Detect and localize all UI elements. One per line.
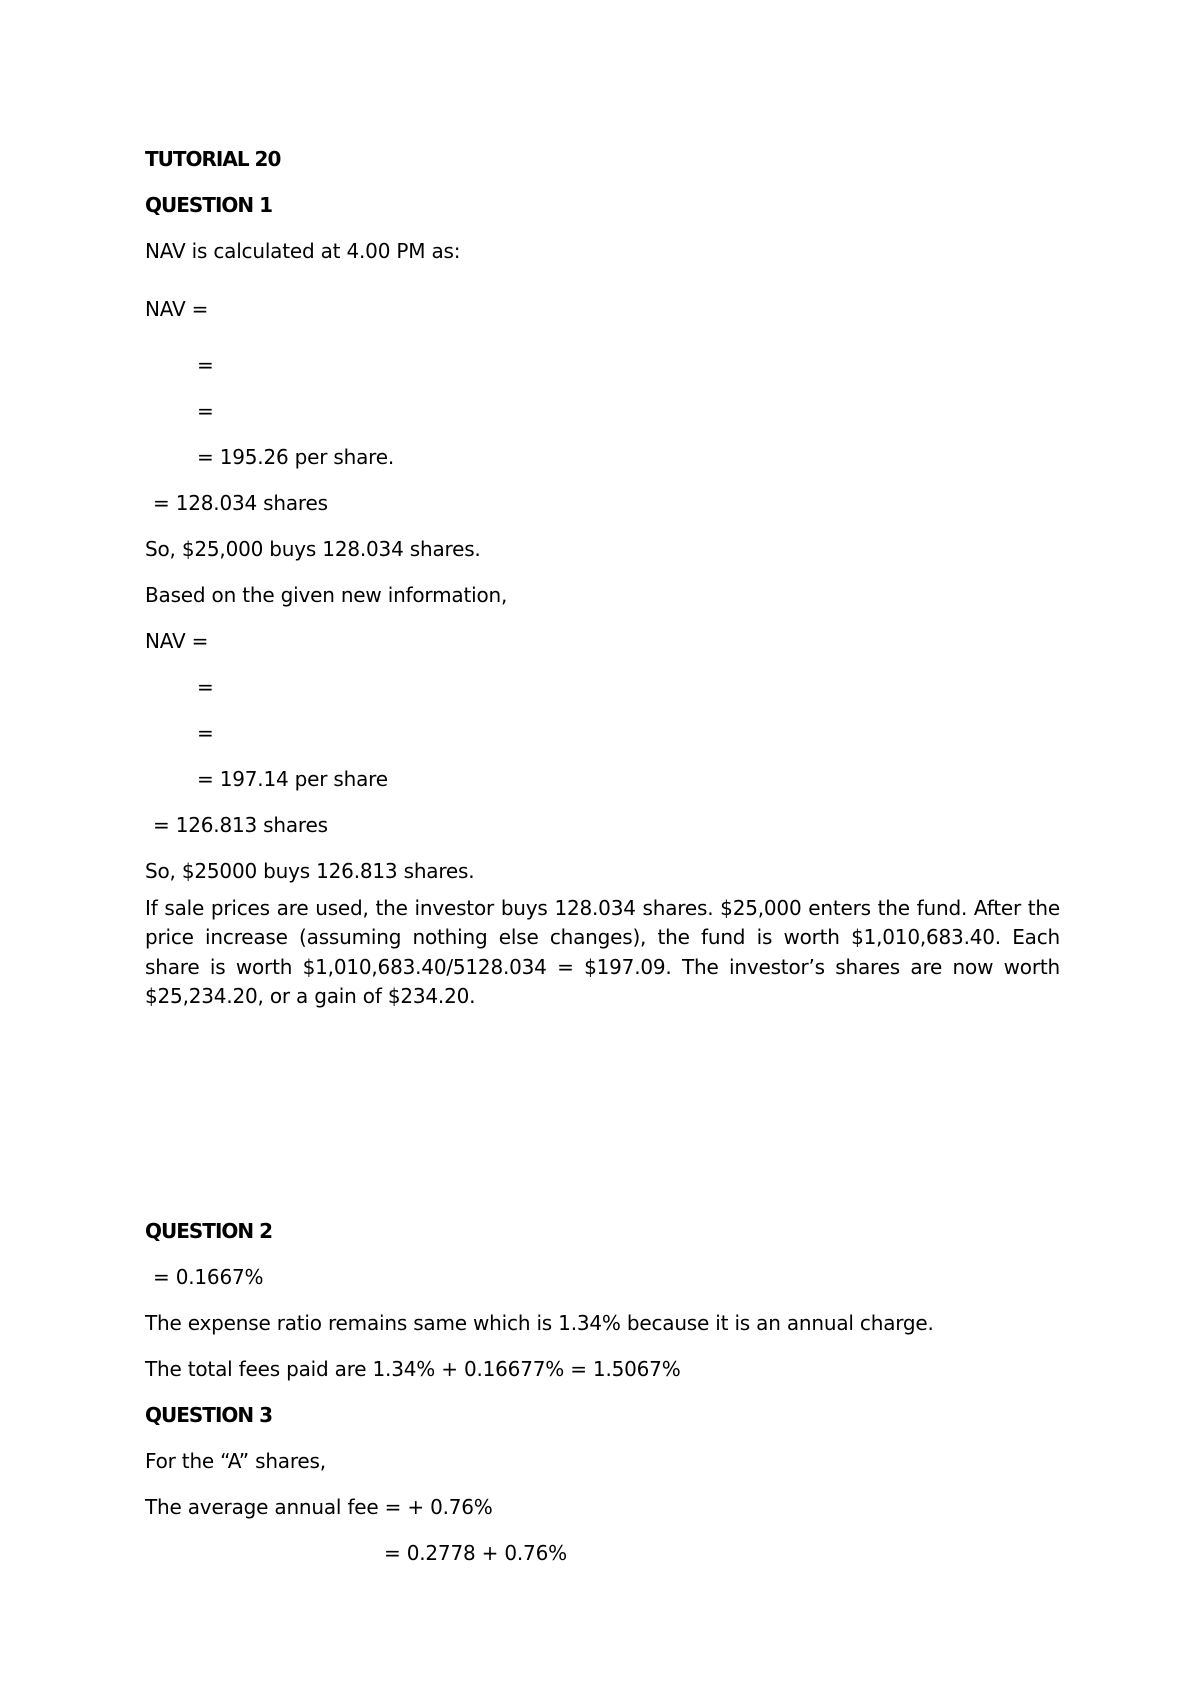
- buys-statement: So, $25000 buys 126.813 shares.: [145, 859, 475, 883]
- equation-result: = 195.26 per share.: [197, 445, 395, 469]
- nav-label: NAV =: [145, 629, 209, 653]
- buys-statement: So, $25,000 buys 128.034 shares.: [145, 537, 481, 561]
- shares-result: = 128.034 shares: [153, 491, 328, 515]
- equation-result: = 197.14 per share: [197, 767, 388, 791]
- nav-label: NAV =: [145, 297, 209, 321]
- equation-line: =: [197, 353, 214, 377]
- sale-price-paragraph: If sale prices are used, the investor buys 128.034 shares. $25,000 enters the fund. After the price increase (assuming nothing else changes), the fund is worth $1,010,683.40. Each share is worth $1,010,683.40/5128.034 = $197.09. The investor’s shares are now worth $25,234.20, or a gain of $234.20.: [145, 896, 1060, 1008]
- total-fees-text: The total fees paid are 1.34% + 0.16677% = 1.5067%: [145, 1357, 681, 1381]
- average-fee-calc: = 0.2778 + 0.76%: [384, 1541, 567, 1565]
- expense-ratio-text: The expense ratio remains same which is 1.34% because it is an annual charge.: [145, 1311, 934, 1335]
- equation-line: =: [197, 399, 214, 423]
- new-info-text: Based on the given new information,: [145, 583, 508, 607]
- document-title: TUTORIAL 20: [145, 147, 281, 171]
- a-shares-text: For the “A” shares,: [145, 1449, 326, 1473]
- equation-line: =: [197, 721, 214, 745]
- shares-result: = 126.813 shares: [153, 813, 328, 837]
- percentage-result: = 0.1667%: [153, 1265, 264, 1289]
- equation-line: =: [197, 675, 214, 699]
- question-3-heading: QUESTION 3: [145, 1403, 273, 1427]
- nav-intro-text: NAV is calculated at 4.00 PM as:: [145, 239, 461, 263]
- question-1-heading: QUESTION 1: [145, 193, 273, 217]
- average-fee-text: The average annual fee = + 0.76%: [145, 1495, 493, 1519]
- question-2-heading: QUESTION 2: [145, 1219, 273, 1243]
